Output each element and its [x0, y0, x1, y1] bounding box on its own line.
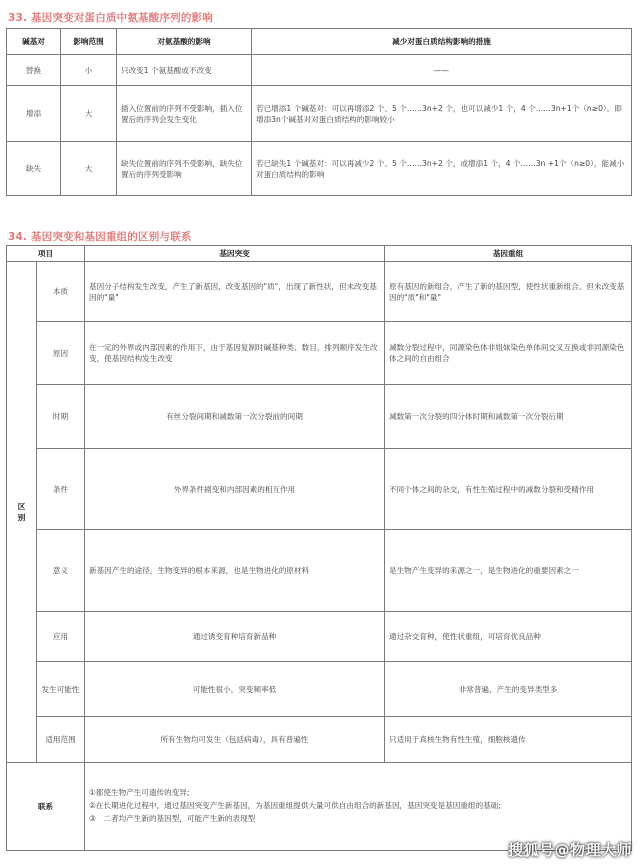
- row-mutation: 新基因产生的途径，生物变异的根本来源，也是生物进化的原材料: [85, 530, 385, 612]
- section-33-title: 33. 基因突变对蛋白质中氨基酸序列的影响: [8, 12, 213, 24]
- row-mutation: 外界条件剧变和内部因素的相互作用: [85, 449, 385, 530]
- row-label: 适用范围: [37, 717, 85, 763]
- header-mutation: 基因突变: [85, 246, 385, 262]
- row-mutation: 可能性很小，突变频率低: [85, 662, 385, 717]
- row-label: 条件: [37, 449, 85, 530]
- row-recombination: 非常普遍，产生的变异类型多: [385, 662, 632, 717]
- header-amino-effect: 对氨基酸的影响: [117, 29, 252, 55]
- table-row: [7, 530, 632, 612]
- row-label: 应用: [37, 612, 85, 662]
- table-row: [7, 322, 632, 385]
- row-effect: 只改变1 个氨基酸或不改变: [117, 55, 252, 86]
- row-recombination: 是生物产生变异的来源之一，是生物进化的重要因素之一: [385, 530, 632, 612]
- row-effect: 插入位置前的序列不受影响，插入位置后的序列会发生变化: [117, 86, 252, 142]
- row-label: 发生可能性: [37, 662, 85, 717]
- row-measure: ——: [252, 55, 632, 86]
- relation-line: ②在长期进化过程中，通过基因突变产生新基因，为基因重组提供大量可供自由组合的新基因，基因突变是基因重组的基础;: [89, 801, 501, 811]
- row-recombination: 通过杂交育种，使性状重组，可培育优良品种: [385, 612, 632, 662]
- row-effect: 缺失位置前的序列不受影响，缺失位置后的序列受影响: [117, 142, 252, 196]
- row-recombination: 减数分裂过程中，同源染色体非姐妹染色单体间交叉互换或非同源染色体之间的自由组合: [385, 322, 632, 385]
- table-row: [7, 385, 632, 449]
- row-label: 本质: [37, 262, 85, 322]
- row-type: 缺失: [7, 142, 61, 196]
- row-scope: 大: [61, 142, 117, 196]
- row-scope: 大: [61, 86, 117, 142]
- difference-label: 区 别: [7, 262, 37, 763]
- row-mutation: 有丝分裂间期和减数第一次分裂前的间期: [85, 385, 385, 449]
- header-base-pair: 碱基对: [7, 29, 61, 55]
- row-label: 意义: [37, 530, 85, 612]
- table-row: [7, 612, 632, 662]
- relation-label: 联系: [7, 763, 85, 851]
- section-34-title: 34. 基因突变和基因重组的区别与联系: [8, 231, 192, 243]
- table-row: [7, 262, 632, 322]
- table-row: [7, 142, 632, 196]
- row-mutation: 在一定的外界或内部因素的作用下，由于基因复制时碱基种类、数目、排列顺序发生改变，使基因结构发生改变: [85, 322, 385, 385]
- row-measure: 若已缺失1 个碱基对：可以再减少2 个、5 个……3n+2 个，或增添1 个，4 个……3n +1个（n≥0），能减小对蛋白质结构的影响: [252, 142, 632, 196]
- header-measure: 减少对蛋白质结构影响的措施: [252, 29, 632, 55]
- row-recombination: 不同个体之间的杂交，有性生殖过程中的减数分裂和受精作用: [385, 449, 632, 530]
- relation-line: ③ 二者均产生新的基因型，可能产生新的表现型: [89, 813, 256, 823]
- header-scope: 影响范围: [61, 29, 117, 55]
- row-type: 增添: [7, 86, 61, 142]
- table-row: [7, 717, 632, 763]
- table-row: [7, 55, 632, 86]
- table-row: [7, 763, 632, 851]
- table-row: [7, 449, 632, 530]
- row-mutation: 所有生物均可发生（包括病毒），具有普遍性: [85, 717, 385, 763]
- mutation-recombination-table: [6, 245, 632, 851]
- relation-line: ①都使生物产生可遗传的变异;: [89, 788, 190, 798]
- row-measure: 若已增添1 个碱基对：可以再增添2 个、5 个……3n+2 个，也可以减少1 个，4 个……3n+1个（n≥0）。即增添3n个碱基对对蛋白质结构的影响较小: [252, 86, 632, 142]
- row-type: 替换: [7, 55, 61, 86]
- watermark: 搜狐号@物理大师: [507, 841, 632, 859]
- header-item: 项目: [7, 246, 85, 262]
- row-label: 原因: [37, 322, 85, 385]
- table-row: [7, 662, 632, 717]
- row-mutation: 通过诱变育种培育新品种: [85, 612, 385, 662]
- row-recombination: 原有基因的新组合，产生了新的基因型，使性状重新组合。但未改变基因的"质"和"量": [385, 262, 632, 322]
- table-row: [7, 86, 632, 142]
- row-recombination: 只适用于真核生物有性生殖，细胞核遗传: [385, 717, 632, 763]
- relation-content: [85, 763, 632, 851]
- mutation-effect-table: [6, 28, 632, 196]
- header-recombination: 基因重组: [385, 246, 632, 262]
- row-mutation: 基因分子结构发生改变，产生了新基因，改变基因的"质"，出现了新性状，但未改变基因的"量": [85, 262, 385, 322]
- row-label: 时期: [37, 385, 85, 449]
- row-recombination: 减数第一次分裂的四分体时期和减数第一次分裂后期: [385, 385, 632, 449]
- row-scope: 小: [61, 55, 117, 86]
